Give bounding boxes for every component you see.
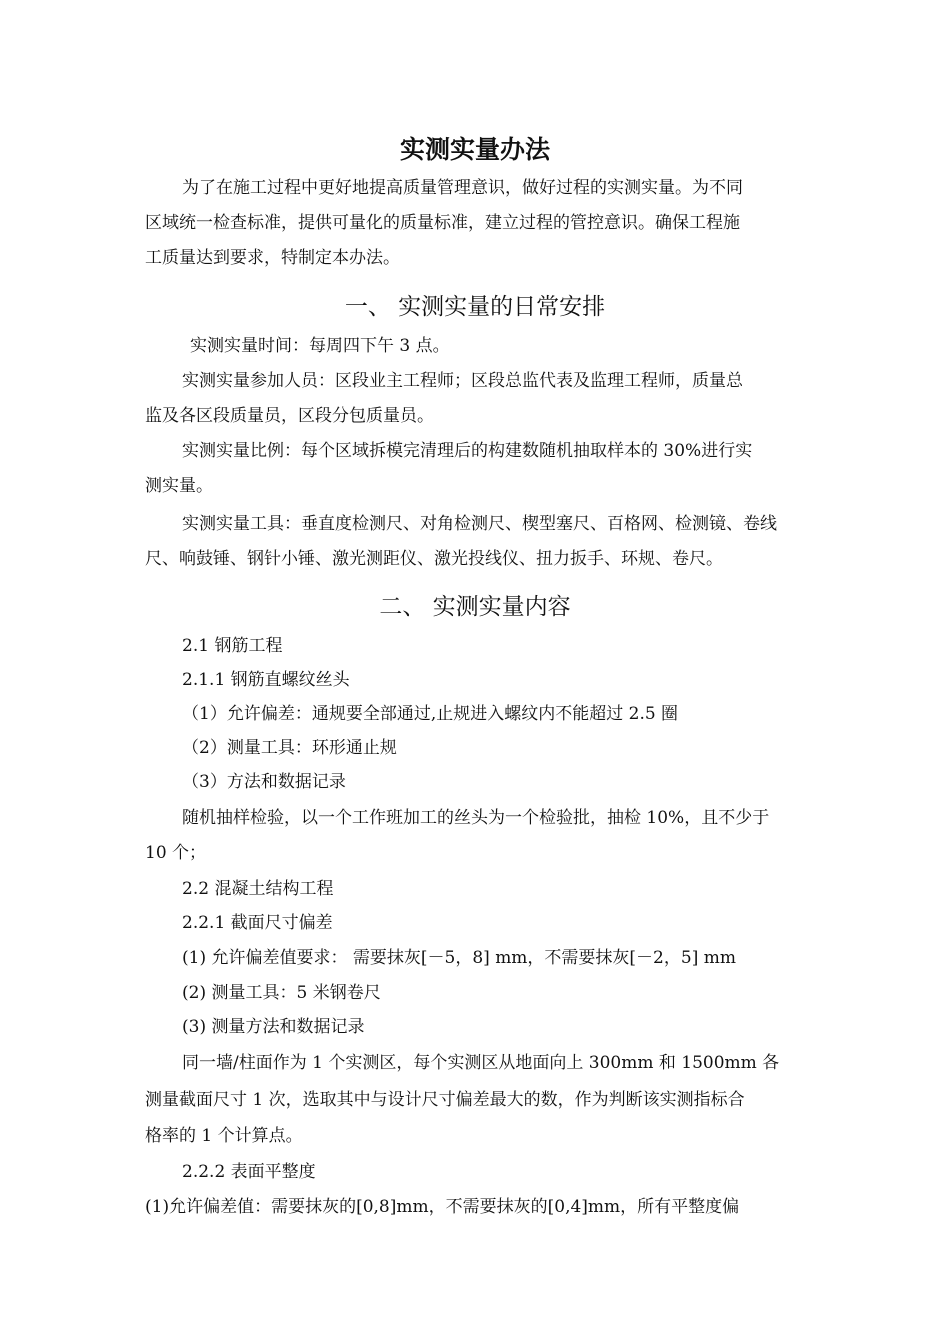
ratio-line-2: 测实量。 <box>145 476 213 496</box>
tools-line-2: 尺、响鼓锤、钢针小锤、激光测距仪、激光投线仪、扭力扳手、环规、卷尺。 <box>145 549 723 569</box>
flatness-section: 2.2.2 表面平整度 <box>182 1162 316 1182</box>
method-line-3: 格率的 1 个计算点。 <box>145 1126 303 1146</box>
schedule-time: 实测实量时间：每周四下午 3 点。 <box>190 336 450 356</box>
participants-line-2: 监及各区段质量员，区段分包质量员。 <box>145 406 434 426</box>
concrete-tool: (2) 测量工具：5 米钢卷尺 <box>182 983 381 1003</box>
flatness-tolerance: (1)允许偏差值：需要抹灰的[0,8]mm，不需要抹灰的[0,4]mm，所有平整度偏 <box>145 1197 740 1217</box>
section1-heading: 一、 实测实量的日常安排 <box>344 294 606 320</box>
method-line-1: 同一墙/柱面作为 1 个实测区，每个实测区从地面向上 300mm 和 1500mm 各 <box>182 1053 780 1073</box>
section-size-deviation: 2.2.1 截面尺寸偏差 <box>182 913 333 933</box>
document-title: 实测实量办法 <box>399 135 550 164</box>
sampling-line-1: 随机抽样检验，以一个工作班加工的丝头为一个检验批，抽检 10%，且不少于 <box>182 808 770 828</box>
section2-heading: 二、 实测实量内容 <box>379 594 571 620</box>
rebar-section: 2.1 钢筋工程 <box>182 636 283 656</box>
rebar-tool: （2）测量工具：环形通止规 <box>182 738 397 758</box>
rebar-tolerance: （1）允许偏差：通规要全部通过,止规进入螺纹内不能超过 2.5 圈 <box>182 704 679 724</box>
intro-line-1: 为了在施工过程中更好地提高质量管理意识，做好过程的实测实量。为不同 <box>182 178 743 198</box>
method-line-2: 测量截面尺寸 1 次，选取其中与设计尺寸偏差最大的数，作为判断该实测指标合 <box>145 1090 745 1110</box>
ratio-line-1: 实测实量比例：每个区域拆模完清理后的构建数随机抽取样本的 30%进行实 <box>182 441 753 461</box>
intro-line-3: 工质量达到要求，特制定本办法。 <box>145 248 400 268</box>
rebar-thread-head: 2.1.1 钢筋直螺纹丝头 <box>182 670 350 690</box>
tools-line-1: 实测实量工具：垂直度检测尺、对角检测尺、楔型塞尺、百格网、检测镜、卷线 <box>182 514 777 534</box>
sampling-line-2: 10 个； <box>145 843 207 863</box>
concrete-section: 2.2 混凝土结构工程 <box>182 879 334 899</box>
rebar-method: （3）方法和数据记录 <box>182 772 346 792</box>
intro-line-2: 区域统一检查标准，提供可量化的质量标准，建立过程的管控意识。确保工程施 <box>145 213 740 233</box>
concrete-tolerance: (1) 允许偏差值要求： 需要抹灰[－5，8] mm，不需要抹灰[－2，5] mm <box>182 948 736 968</box>
concrete-method: (3) 测量方法和数据记录 <box>182 1017 365 1037</box>
participants-line-1: 实测实量参加人员：区段业主工程师；区段总监代表及监理工程师，质量总 <box>182 371 743 391</box>
